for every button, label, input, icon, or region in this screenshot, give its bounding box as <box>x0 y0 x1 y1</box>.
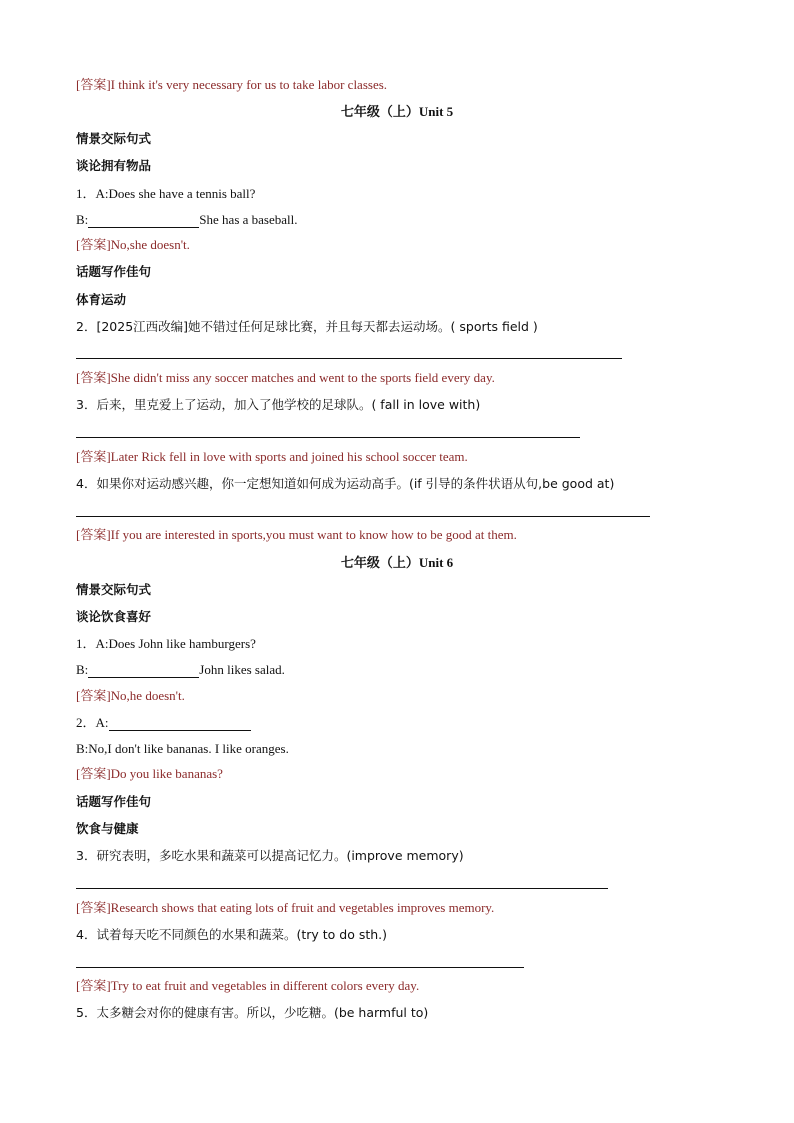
answer-text: Try to eat fruit and vegetables in different colors every day. <box>110 978 420 993</box>
unit5-q1-answer-blank[interactable] <box>88 214 199 228</box>
unit6-q5-prompt: 5．太多糖会对你的健康有害。所以，少吃糖。(be harmful to) <box>76 1005 429 1020</box>
answer-tag: [答案] <box>76 688 111 703</box>
answer-text: If you are interested in sports,you must want to know how to be good at them. <box>110 527 517 542</box>
speaker-b: B: <box>76 212 89 227</box>
unit6-topic-diet-health: 饮食与健康 <box>76 821 139 836</box>
unit6-q2-prompt-line <box>76 715 251 731</box>
unit5-section-writing: 话题写作佳句 <box>76 264 152 279</box>
unit5-q4-answer-line[interactable] <box>76 516 650 517</box>
answer-text: Later Rick fell in love with sports and joined his school soccer team. <box>110 449 468 464</box>
unit6-q1-b-line <box>76 662 285 678</box>
unit5-q2-answer-line[interactable] <box>76 358 622 359</box>
unit5-q3-answer-line[interactable] <box>76 437 580 438</box>
answer-tag: [答案] <box>76 766 111 781</box>
unit5-q1-b-line <box>76 212 298 228</box>
answer-tag: [答案] <box>76 978 111 993</box>
answer-text: I think it's very necessary for us to take labor classes. <box>110 77 388 92</box>
unit5-q4-prompt: 4．如果你对运动感兴趣，你一定想知道如何成为运动高手。(if 引导的条件状语从句,be good at) <box>76 476 615 491</box>
answer-line <box>76 978 419 994</box>
answer-text: She didn't miss any soccer matches and went to the sports field every day. <box>110 370 495 385</box>
answer-text: Research shows that eating lots of fruit and vegetables improves memory. <box>110 900 495 915</box>
unit6-section-dialogue: 情景交际句式 <box>76 582 152 597</box>
answer-line <box>76 77 387 93</box>
answer-line <box>76 900 494 916</box>
unit5-topic-possessions: 谈论拥有物品 <box>76 158 152 173</box>
unit5-q3-prompt: 3．后来，里克爱上了运动，加入了他学校的足球队。( fall in love with) <box>76 397 481 412</box>
unit6-q2-prompt: 2．A: <box>76 715 109 730</box>
unit6-q1-prompt: 1．A:Does John like hamburgers? <box>76 636 256 651</box>
unit6-q3-answer-line[interactable] <box>76 888 608 889</box>
answer-text: Do you like bananas? <box>110 766 223 781</box>
answer-tag: [答案] <box>76 237 111 252</box>
unit5-q2-prompt: 2．[2025江西改编]她不错过任何足球比赛，并且每天都去运动场。( sports field ) <box>76 319 538 334</box>
answer-line <box>76 766 223 782</box>
unit6-q4-prompt: 4．试着每天吃不同颜色的水果和蔬菜。(try to do sth.) <box>76 927 388 942</box>
unit6-q3-prompt: 3．研究表明，多吃水果和蔬菜可以提高记忆力。(improve memory) <box>76 848 464 863</box>
answer-line <box>76 237 190 253</box>
unit6-title: 七年级（上）Unit 6 <box>340 555 454 570</box>
answer-tag: [答案] <box>76 77 111 92</box>
unit6-topic-food: 谈论饮食喜好 <box>76 609 152 624</box>
answer-text: No,he doesn't. <box>110 688 185 703</box>
unit6-q1-answer-blank[interactable] <box>88 664 199 678</box>
unit5-section-dialogue: 情景交际句式 <box>76 131 152 146</box>
unit6-section-writing: 话题写作佳句 <box>76 794 152 809</box>
answer-line <box>76 449 468 465</box>
unit5-q1-b-text: She has a baseball. <box>199 212 298 227</box>
unit5-topic-sports: 体育运动 <box>76 292 127 307</box>
unit6-q1-b-text: John likes salad. <box>199 662 285 677</box>
unit5-q1-prompt: 1．A:Does she have a tennis ball? <box>76 186 256 201</box>
answer-tag: [答案] <box>76 527 111 542</box>
unit6-q4-answer-line[interactable] <box>76 967 524 968</box>
unit6-q2-answer-blank[interactable] <box>109 717 251 731</box>
answer-tag: [答案] <box>76 900 111 915</box>
unit5-title: 七年级（上）Unit 5 <box>340 104 454 119</box>
answer-line <box>76 688 185 704</box>
answer-text: No,she doesn't. <box>110 237 190 252</box>
answer-line <box>76 527 517 543</box>
answer-line <box>76 370 495 386</box>
answer-tag: [答案] <box>76 449 111 464</box>
answer-tag: [答案] <box>76 370 111 385</box>
speaker-b: B: <box>76 662 89 677</box>
unit6-q2-b-line: B:No,I don't like bananas. I like oranges. <box>76 741 289 756</box>
